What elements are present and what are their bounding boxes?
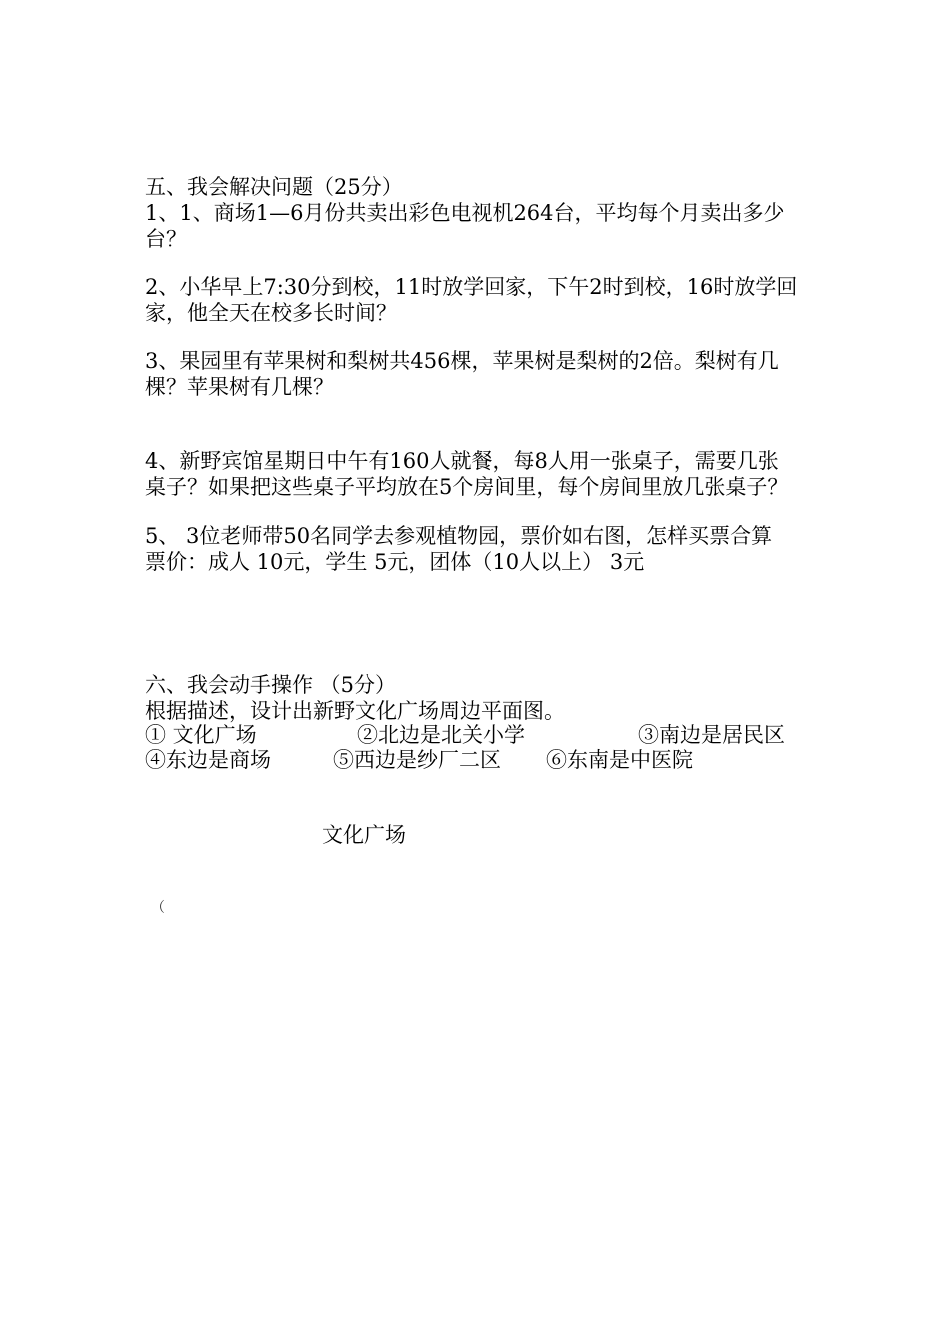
question-3-line-1: 3、果园里有苹果树和梨树共456棵，苹果树是梨树的2倍。梨树有几 [145,349,779,373]
section-5-heading: 五、我会解决问题（25分） [145,175,403,199]
option-6: ⑥东南是中医院 [546,748,693,772]
plan-center-label: 文化广场 [322,823,406,847]
option-1: ① 文化广场 [145,723,257,747]
question-4-line-1: 4、新野宾馆星期日中午有160人就餐，每8人用一张桌子，需要几张 [145,449,779,473]
section-6-instruction: 根据描述，设计出新野文化广场周边平面图。 [145,699,565,723]
option-3: ③南边是居民区 [638,723,785,747]
question-4-line-2: 桌子？如果把这些桌子平均放在5个房间里，每个房间里放几张桌子？ [145,475,789,499]
stray-parenthesis: （ [151,900,165,916]
question-5-line-1: 5、 3位老师带50名同学去参观植物园，票价如右图，怎样买票合算 [145,524,773,548]
question-5-ticket-prices: 票价：成人 10元，学生 5元，团体（10人以上） 3元 [145,550,645,574]
question-1-line-1: 1、1、商场1—6月份共卖出彩色电视机264台，平均每个月卖出多少 [145,201,785,225]
option-5: ⑤西边是纱厂二区 [333,748,501,772]
option-4: ④东边是商场 [145,748,271,772]
question-3-line-2: 棵？苹果树有几棵？ [145,375,334,399]
question-2-line-2: 家，他全天在校多长时间？ [145,301,397,325]
option-2: ②北边是北关小学 [357,723,525,747]
question-2-line-1: 2、小华早上7:30分到校，11时放学回家，下午2时到校，16时放学回 [145,275,798,299]
question-1-line-2: 台？ [145,227,187,251]
section-6-heading: 六、我会动手操作 （5分） [145,673,397,697]
